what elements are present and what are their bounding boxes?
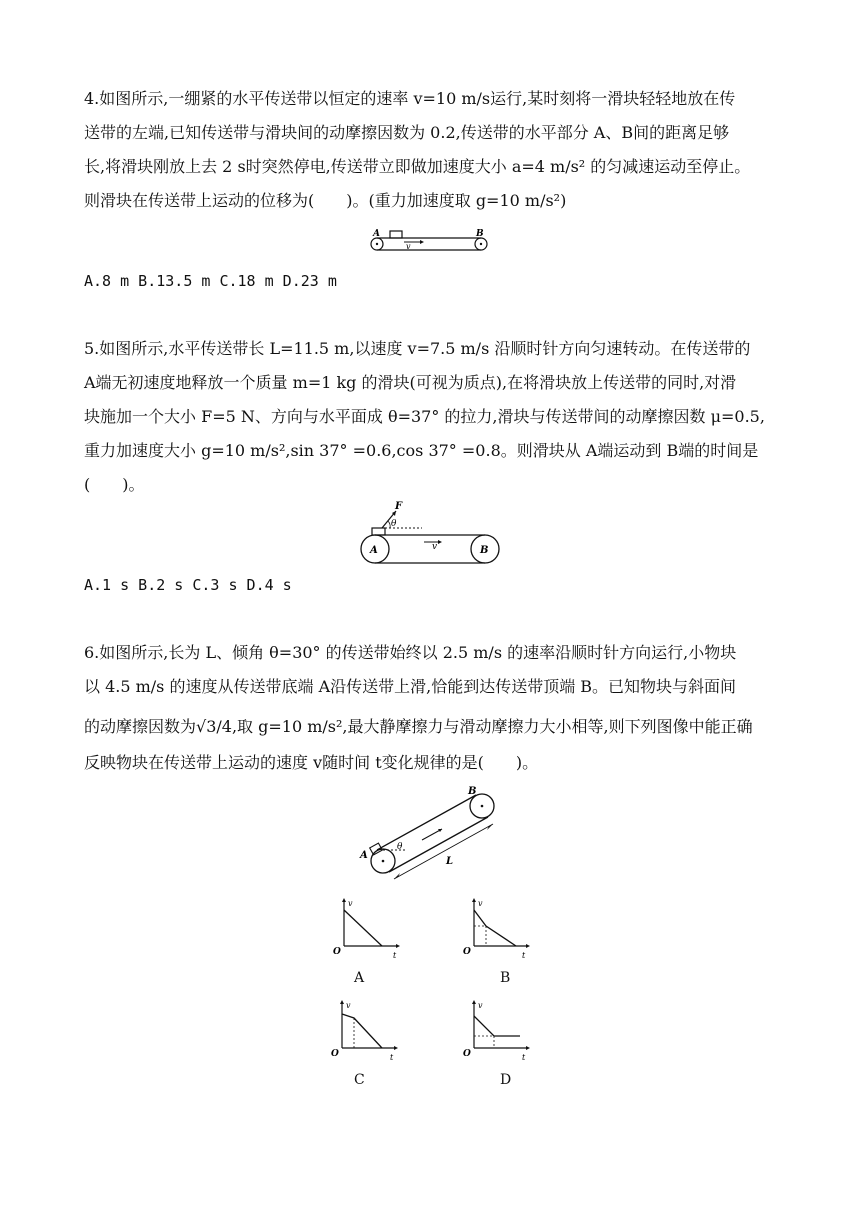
q6-incline-figure	[356, 784, 506, 888]
graph-c	[328, 998, 400, 1064]
graph-a-caption: A	[354, 970, 365, 986]
q5-label-f: F	[395, 501, 403, 512]
svg-text:t: t	[522, 951, 526, 960]
q4-label-v: v	[406, 242, 411, 251]
q5-line-4: 重力加速度大小 g=10 m/s²,sin 37° =0.6,cos 37° =0.8。则滑块从 A端运动到 B端的时间是	[84, 441, 759, 460]
q6-label-l: L	[446, 856, 454, 867]
svg-text:O: O	[463, 1049, 471, 1059]
q5-label-b: B	[480, 545, 489, 556]
q4-options: A.8 m B.13.5 m C.18 m D.23 m	[84, 272, 337, 290]
graph-c-caption: C	[354, 1072, 365, 1088]
q4-label-a: A	[373, 229, 380, 239]
svg-text:O: O	[333, 947, 341, 957]
q5-line-1: 5.如图所示,水平传送带长 L=11.5 m,以速度 v=7.5 m/s 沿顺时针方向匀速转动。在传送带的	[84, 339, 751, 358]
svg-text:v: v	[478, 1001, 483, 1010]
svg-text:O: O	[463, 947, 471, 957]
q5-line-5: ( )。	[84, 475, 145, 494]
q6-line-1: 6.如图所示,长为 L、倾角 θ=30° 的传送带始终以 2.5 m/s 的速率沿顺时针方向运行,小物块	[84, 643, 737, 662]
q6-label-theta: θ	[397, 842, 403, 852]
graph-b	[460, 896, 532, 962]
q4-line-3: 长,将滑块刚放上去 2 s时突然停电,传送带立即做加速度大小 a=4 m/s² 的匀减速运动至停止。	[84, 157, 751, 176]
q5-options: A.1 s B.2 s C.3 s D.4 s	[84, 576, 292, 594]
q5-line-2: A端无初速度地释放一个质量 m=1 kg 的滑块(可视为质点),在将滑块放上传送带的同时,对滑	[84, 373, 737, 392]
q5-line-3: 块施加一个大小 F=5 N、方向与水平面成 θ=37° 的拉力,滑块与传送带间的动摩擦因数 μ=0.5,	[84, 407, 765, 426]
q5-conveyor-figure	[358, 498, 502, 568]
q5-label-v: v	[432, 542, 438, 552]
q4-line-4: 则滑块在传送带上运动的位移为( )。(重力加速度取 g=10 m/s²)	[84, 191, 567, 210]
graph-d	[460, 998, 532, 1064]
svg-text:v: v	[348, 899, 353, 908]
q4-line-2: 送带的左端,已知传送带与滑块间的动摩擦因数为 0.2,传送带的水平部分 A、B间的距离足够	[84, 123, 730, 142]
svg-text:v: v	[478, 899, 483, 908]
q6-line-3: 的动摩擦因数为√3/4,取 g=10 m/s²,最大静摩擦力与滑动摩擦力大小相等,则下列图像中能正确	[84, 717, 753, 736]
graph-d-caption: D	[500, 1072, 512, 1088]
q4-conveyor-figure	[368, 228, 494, 254]
q4-label-b: B	[476, 229, 484, 239]
q6-line-2: 以 4.5 m/s 的速度从传送带底端 A沿传送带上滑,恰能到达传送带顶端 B。已知物块与斜面间	[84, 677, 737, 696]
q6-label-b: B	[468, 786, 477, 797]
svg-text:t: t	[390, 1053, 394, 1062]
q4-line-1: 4.如图所示,一绷紧的水平传送带以恒定的速率 v=10 m/s运行,某时刻将一滑块轻轻地放在传	[84, 89, 736, 108]
q6-label-a: A	[360, 850, 368, 861]
q5-label-a: A	[370, 545, 378, 556]
svg-text:O: O	[331, 1049, 339, 1059]
svg-text:t: t	[393, 951, 397, 960]
graph-b-caption: B	[500, 970, 511, 986]
q6-line-4: 反映物块在传送带上运动的速度 v随时间 t变化规律的是( )。	[84, 753, 539, 772]
svg-text:v: v	[346, 1001, 351, 1010]
q5-label-theta: θ	[391, 519, 397, 529]
svg-text:t: t	[522, 1053, 526, 1062]
graph-a	[330, 896, 402, 962]
